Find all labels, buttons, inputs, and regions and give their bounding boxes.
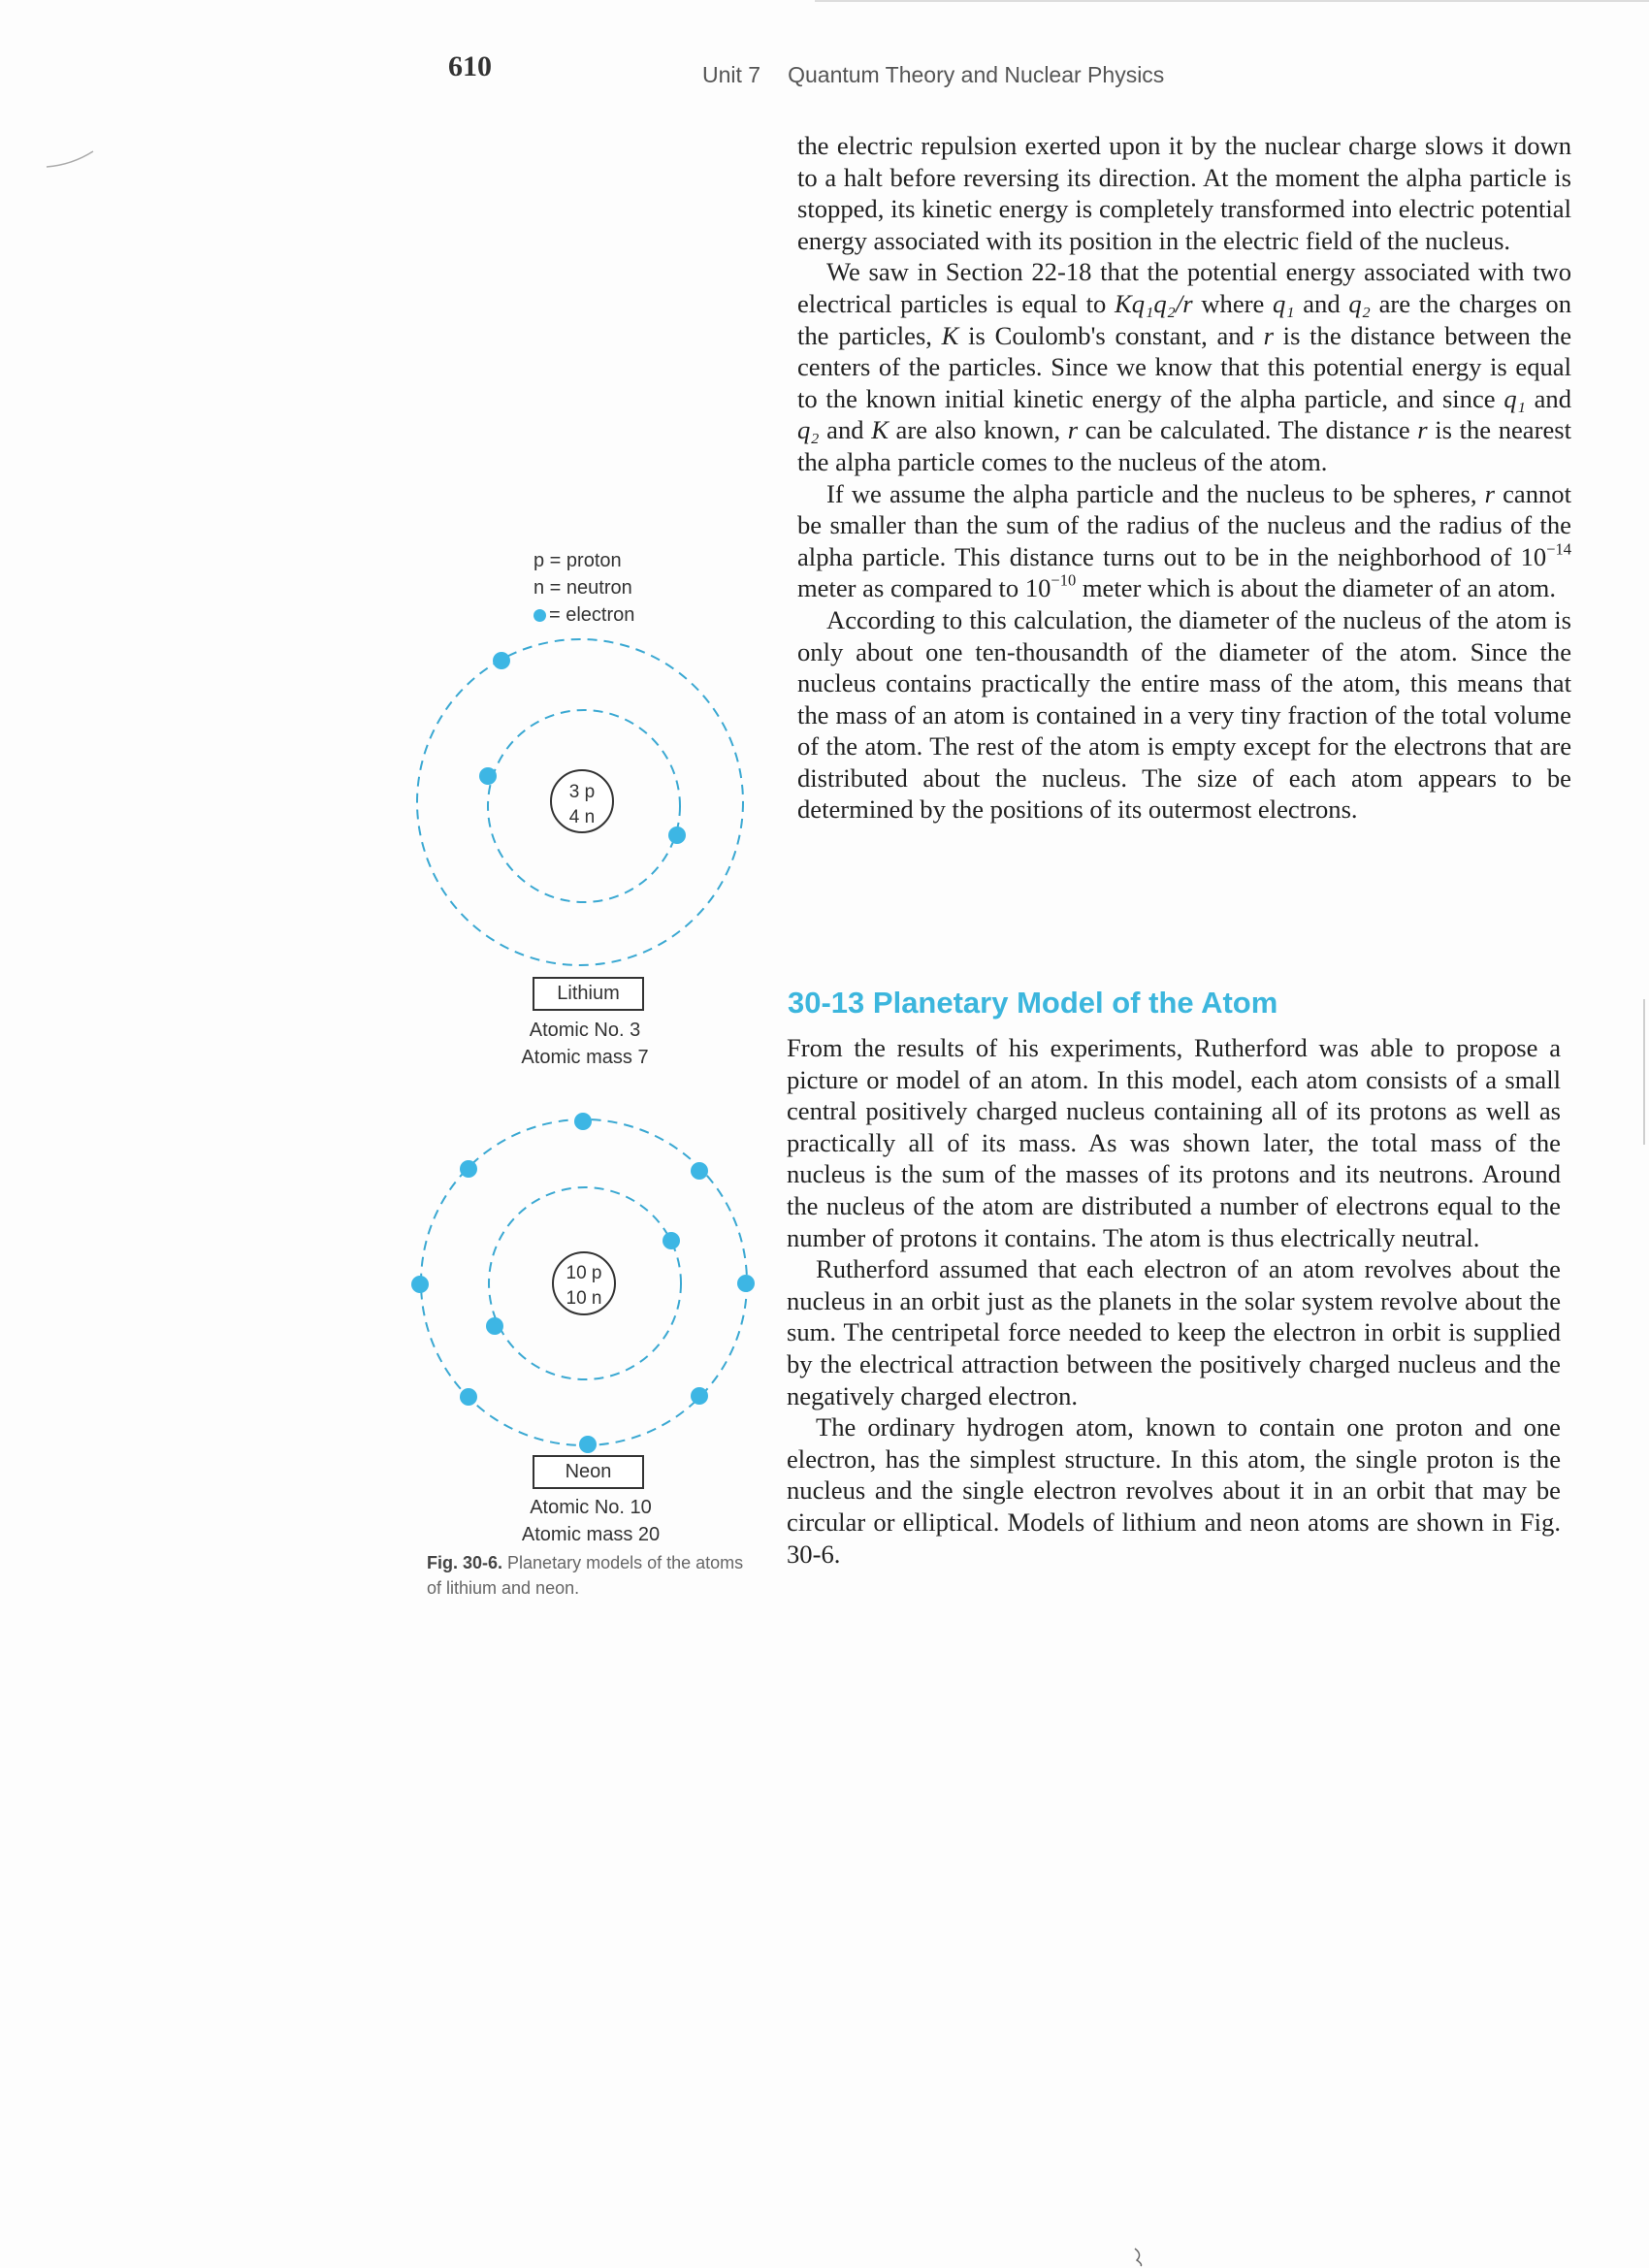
figure-caption [427,1550,757,1601]
electron [460,1388,477,1406]
paragraph: Rutherford assumed that each electron of an atom revolves about the nucleus in an orbit just as the planets in the solar system revolve about the sum. The centripetal force needed to keep the electron in orbit is supplied by the electrical attraction between the positively charged nucleus and the negatively charged electron. [787,1254,1561,1410]
proton-count: 10 p [566,1263,602,1283]
electron [486,1317,503,1335]
figure-label: Fig. 30-6. [427,1553,503,1572]
electron [460,1160,477,1178]
element-label-lithium: Lithium [533,977,644,1011]
neutron-count: 4 n [568,807,596,827]
neutron-count: 10 n [566,1288,602,1309]
atomic-mass: Atomic mass 20 [521,1524,661,1545]
electron [737,1275,755,1292]
electron [668,826,686,844]
paragraph: We saw in Section 22-18 that the potential energy associated with two electrical particles is equal to Kq₁q₂/r where q₁ and q₂ are the charges on the particles, K is Coulomb's constant, and r is the distance between the centers of the particles. Since we know that this potential energy is equal to the known initial kinetic energy of the alpha particle, and since q₁ and q₂ and K are also known, r can be calculated. The distance r is the nearest the alpha particle comes to the nucleus of the atom. [797,257,1572,476]
body-column-bottom [787,1032,1561,1570]
electron [691,1387,708,1405]
electron [411,1276,429,1293]
legend-neutron: n = neutron [534,577,632,599]
pencil-mark [1131,2247,1150,2268]
body-column-top [797,130,1571,826]
neon-info [494,1494,688,1548]
lithium-atom-diagram [417,639,743,965]
atomic-number: Atomic No. 10 [530,1497,652,1518]
element-label-neon: Neon [533,1455,644,1489]
section-heading: 30-13 Planetary Model of the Atom [788,986,1278,1020]
scan-edge-line-right [1643,999,1645,1145]
chapter-title: Quantum Theory and Nuclear Physics [788,62,1165,87]
paragraph: The ordinary hydrogen atom, known to contain one proton and one electron, has the simplest structure. In this atom, the single proton is the nucleus and the single electron revolves about it in an orbit that may be circular or elliptical. Models of lithium and neon atoms are shown in Fig. 30-6. [787,1412,1561,1569]
paragraph: From the results of his experiments, Rutherford was able to propose a picture or model of an atom. In this model, each atom consists of a small central positively charged nucleus containing all of its protons as well as practically all of its mass. As was shown later, the total mass of the nucleus is the sum of the masses of its protons and its neutrons. Around the nucleus of the atom are distributed a number of electrons equal to the number of protons it contains. The atom is thus electrically neutral. [787,1033,1561,1252]
electron [663,1232,680,1249]
paragraph: the electric repulsion exerted upon it by the nuclear charge slows it down to a halt before reversing its direction. At the moment the alpha particle is stopped, its kinetic energy is completely transformed into electric potential energy associated with its position in the electric field of the nucleus. [797,131,1571,255]
paragraph: If we assume the alpha particle and the nucleus to be spheres, r cannot be smaller than the sum of the radius of the nucleus and the radius of the alpha particle. This distance turns out to be in the neighborhood of $10^{-14}$ meter as compared to $10^{-10}$ meter which is about the diameter of an atom. [797,478,1571,603]
legend-proton: p = proton [534,550,622,571]
electron [574,1113,592,1130]
unit-label: Unit 7 [702,62,761,87]
page-number: 610 [448,50,492,82]
electron [579,1436,597,1453]
atomic-mass: Atomic mass 7 [521,1047,649,1068]
electron [493,652,510,669]
paragraph: According to this calculation, the diameter of the nucleus of the atom is only about one ten-thousandth of the diameter of the atom. Since the nucleus contains practically the entire mass of the atom, this means that the mass of an atom is contained in a very tiny fraction of the total volume of the atom. The rest of the atom is empty except for the electrons that are distributed about the nucleus. The size of each atom appears to be determined by the positions of its outermost electrons. [797,604,1571,825]
scan-edge-line [815,0,1649,2]
atom-diagrams [0,0,776,1513]
figure-caption-text: Planetary models of the atoms of lithium and neon. [427,1553,744,1598]
lithium-info [488,1017,682,1071]
electron [691,1162,708,1180]
proton-count: 3 p [568,782,596,802]
electron [479,767,497,785]
legend-electron: = electron [534,601,634,629]
atomic-number: Atomic No. 3 [529,1020,641,1041]
